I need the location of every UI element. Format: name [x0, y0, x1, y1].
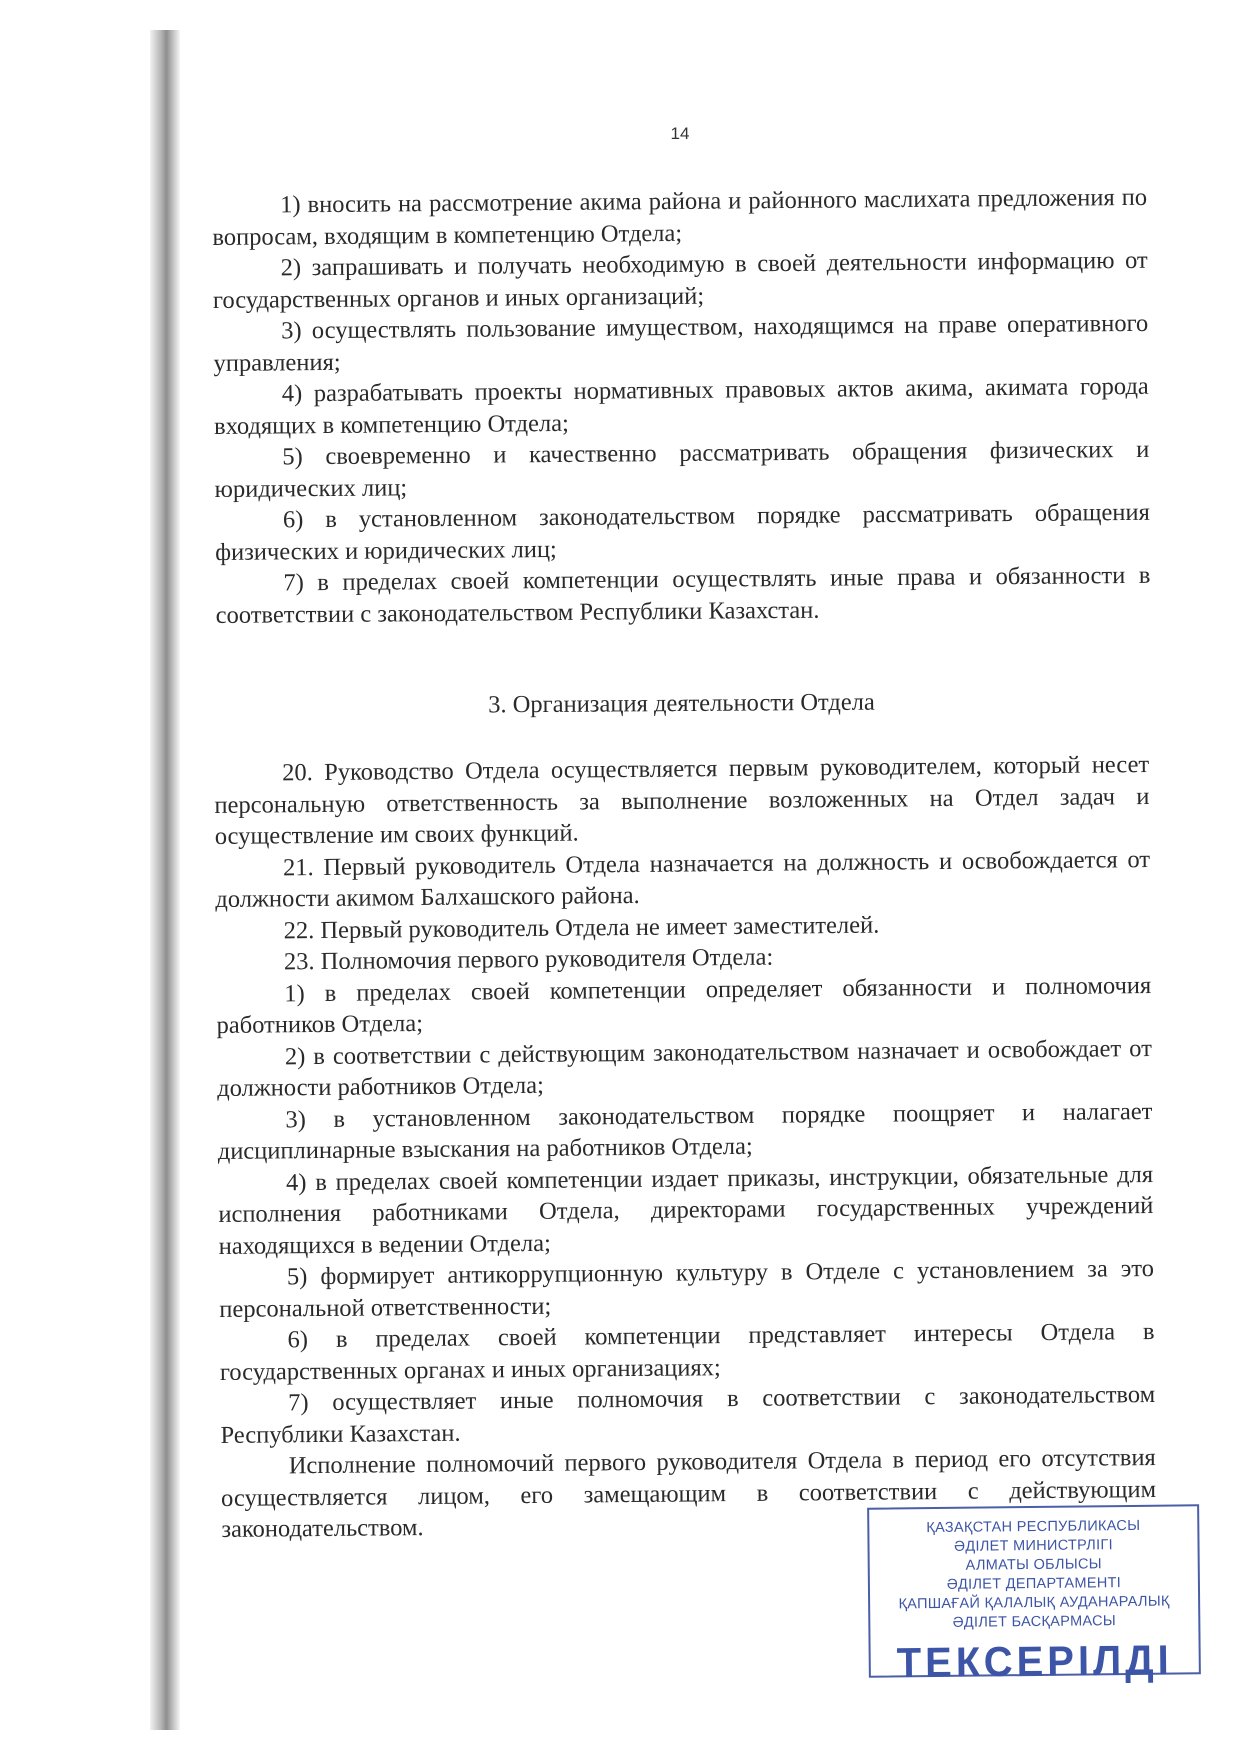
stamp-line: ҚАЗАҚСТАН РЕСПУБЛИКАСЫ: [926, 1517, 1141, 1537]
rights-list: [212, 182, 1151, 631]
paragraph: 1) в пределах своей компетенции определяет обязанности и полномочия работников Отдела;: [216, 971, 1152, 1039]
paragraph: 7) осуществляет иные полномочия в соответствии с законодательством Республики Казахстан.: [220, 1380, 1156, 1449]
paragraph: 22. Первый руководитель Отдела не имеет заместителей.: [283, 911, 880, 944]
paragraph: 4) в пределах своей компетенции издает приказы, инструкции, обязательные для исполнения работниками Отдела, директорами государственных учреждений находящихся в ведении Отдела;: [218, 1160, 1154, 1260]
stamp-line: ӘДІЛЕТ МИНИСТРЛІГІ: [954, 1537, 1113, 1555]
scan-binding-shadow: [150, 30, 180, 1730]
paragraph: 6) в установленном законодательством порядке рассматривать обращения физических и юридических лиц;: [215, 498, 1150, 566]
paragraph: 23. Полномочия первого руководителя Отдела:: [283, 943, 774, 976]
paragraph: 2) в соответствии с действующим законодательством назначает и освобождает от должности работников Отдела;: [217, 1034, 1152, 1102]
page-number: 14: [670, 124, 690, 143]
stamp-line: АЛМАТЫ ОБЛЫСЫ: [965, 1556, 1102, 1574]
section-heading: 3. Организация деятельности Отдела: [488, 688, 875, 719]
paragraph: Исполнение полномочий первого руководителя Отдела в период его отсутствия осуществляется лицом, его замещающим в соответствии с действующим законодательством.: [220, 1443, 1157, 1543]
stamp-line: ӘДІЛЕТ ДЕПАРТАМЕНТІ: [946, 1575, 1122, 1593]
paragraph: 5) своевременно и качественно рассматривать обращения физических и юридических лиц;: [214, 435, 1150, 503]
paragraph: 5) формирует антикоррупционную культуру в Отделе с установлением за это персональной ответственности;: [219, 1255, 1155, 1323]
verification-stamp: [867, 1504, 1201, 1687]
paragraph: 4) разрабатывать проекты нормативных правовых актов акима, акимата города входящих в компетенцию Отдела;: [213, 372, 1149, 440]
paragraph: 2) запрашивать и получать необходимую в своей деятельности информацию от государственных органов и иных организаций;: [212, 246, 1148, 314]
paragraph: 21. Первый руководитель Отдела назначается на должность и освобождается от должности акимом Балхашского района.: [215, 845, 1151, 913]
paragraph: 3) осуществлять пользование имуществом, находящимся на праве оперативного управления;: [213, 309, 1149, 377]
stamp-line: ҚАПШАҒАЙ ҚАЛАЛЫҚ АУДАНАРАЛЫҚ: [898, 1593, 1170, 1613]
stamp-verified-text: ТЕКСЕРІЛДІ: [896, 1637, 1173, 1687]
paragraph: 3) в установленном законодательством порядке поощряет и налагает дисциплинарные взыскания на работников Отдела;: [217, 1097, 1153, 1165]
organization-section: [214, 749, 1157, 1545]
paragraph: 7) в пределах своей компетенции осуществлять иные права и обязанности в соответствии с законодательством Республики Казахстан.: [215, 561, 1151, 629]
paragraph: 6) в пределах своей компетенции представляет интересы Отдела в государственных органах и иных организациях;: [219, 1317, 1155, 1386]
stamp-line: ӘДІЛЕТ БАСҚАРМАСЫ: [952, 1613, 1117, 1631]
paragraph: 1) вносить на рассмотрение акима района и районного маслихата предложения по вопросам, входящим в компетенцию Отдела;: [212, 183, 1148, 251]
paragraph: 20. Руководство Отдела осуществляется первым руководителем, который несет персональную ответственность за выполнение возложенных на Отдел задач и осуществление им своих функций.: [214, 751, 1150, 850]
